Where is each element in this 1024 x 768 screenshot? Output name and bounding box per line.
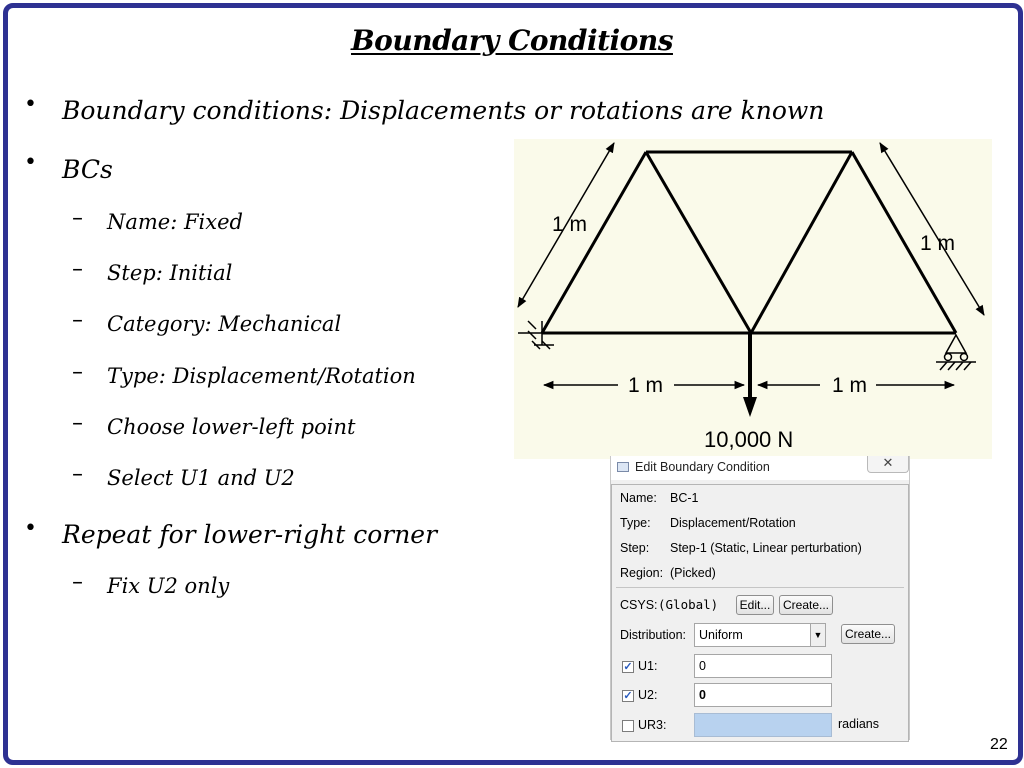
inner-right-diagonal — [751, 152, 852, 333]
sub-bullet-dash: – — [72, 257, 83, 282]
csys-label: CSYS: — [620, 598, 658, 612]
u1-input[interactable]: 0 — [694, 654, 832, 678]
u1-checkbox[interactable]: ✓ — [623, 661, 633, 673]
pin-support-left — [518, 321, 554, 349]
left-member-label: 1 m — [552, 213, 588, 236]
u2-checkbox[interactable]: ✓ — [623, 690, 633, 702]
sub-bullet-text: Type: Displacement/Rotation — [107, 364, 416, 388]
ur3-checkbox[interactable] — [622, 720, 634, 732]
dialog-titlebar[interactable] — [611, 456, 909, 480]
type-label: Type: — [620, 516, 651, 530]
distribution-select[interactable] — [694, 623, 826, 647]
dialog-body — [611, 484, 909, 742]
sub-bullet-text: Step: Initial — [107, 261, 233, 285]
bullet-marker: • — [24, 92, 37, 117]
ur3-unit: radians — [838, 717, 879, 731]
region-value: (Picked) — [670, 566, 716, 580]
bullet-marker: • — [24, 150, 37, 175]
dialog-title: Edit Boundary Condition — [635, 460, 770, 474]
name-label: Name: — [620, 491, 657, 505]
csys-edit-button[interactable]: Edit... — [736, 595, 774, 615]
bottom-left-span-label: 1 m — [628, 374, 664, 397]
sub-bullet-dash: – — [72, 462, 83, 487]
step-label: Step: — [620, 541, 650, 555]
close-button[interactable]: ✕ — [867, 456, 909, 473]
sub-bullet-text: Choose lower-left point — [107, 415, 356, 439]
distribution-label: Distribution: — [620, 628, 686, 642]
roller-support-right — [936, 335, 976, 370]
u2-input[interactable]: 0 — [694, 683, 832, 707]
slide-title: Boundary Conditions — [351, 24, 673, 57]
csys-create-button[interactable]: Create... — [779, 595, 833, 615]
sub-bullet-text: Select U1 and U2 — [107, 466, 295, 490]
step-value: Step-1 (Static, Linear perturbation) — [670, 541, 862, 555]
name-value: BC-1 — [670, 491, 699, 505]
distribution-value: Uniform — [699, 628, 743, 642]
type-value: Displacement/Rotation — [670, 516, 796, 530]
separator — [616, 587, 904, 588]
page-number: 22 — [990, 736, 1008, 753]
sub-bullet-dash: – — [72, 411, 83, 436]
sub-bullet-dash: – — [72, 206, 83, 231]
bottom-right-span-label: 1 m — [832, 374, 868, 397]
csys-value: (Global) — [658, 597, 719, 612]
ur3-input[interactable] — [694, 713, 832, 737]
left-diagonal — [542, 152, 646, 333]
inner-left-diagonal — [646, 152, 751, 333]
sub-bullet-dash: – — [72, 570, 83, 595]
sub-bullet-text: Name: Fixed — [107, 210, 243, 234]
load-arrow-head — [743, 397, 757, 417]
sub-bullet-text: Category: Mechanical — [107, 312, 342, 336]
bullet-2-text: BCs — [62, 155, 113, 184]
ur3-label: UR3: — [638, 718, 667, 732]
region-label: Region: — [620, 566, 664, 580]
edit-boundary-condition-dialog — [610, 456, 910, 740]
truss-members — [542, 152, 956, 333]
truss-svg — [514, 139, 992, 459]
sub-bullet-dash: – — [72, 308, 83, 333]
truss-diagram — [514, 139, 992, 459]
chevron-down-icon[interactable]: ▼ — [810, 624, 825, 646]
u1-label: U1: — [638, 659, 658, 673]
u2-label: U2: — [638, 688, 658, 702]
load-label: 10,000 N — [704, 427, 794, 452]
bullet-3-text: Repeat for lower-right corner — [62, 520, 438, 549]
right-member-label: 1 m — [920, 232, 956, 255]
bullet-marker: • — [24, 516, 37, 541]
distribution-create-button[interactable]: Create... — [841, 624, 895, 644]
window-icon — [617, 462, 629, 472]
bullet-1-text: Boundary conditions: Displacements or rotations are known — [62, 96, 825, 125]
sub-bullet-text: Fix U2 only — [107, 574, 230, 598]
sub-bullet-dash: – — [72, 360, 83, 385]
